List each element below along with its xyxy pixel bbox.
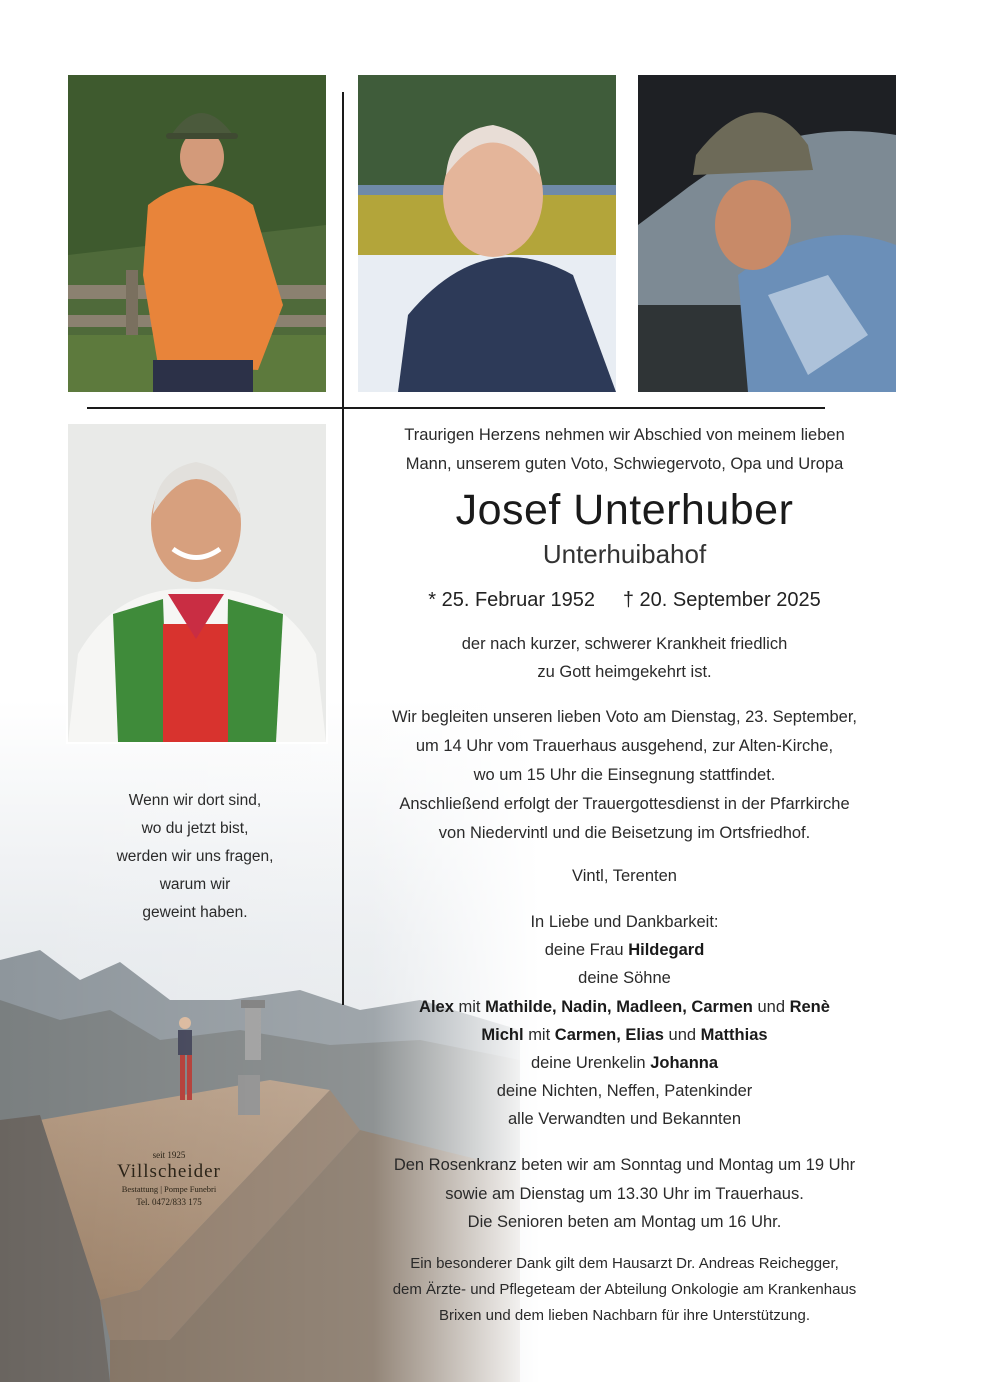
intro-text	[352, 421, 897, 479]
thanks-line: dem Ärzte- und Pflegeteam der Abteilung Onkologie am Krankenhaus	[392, 1281, 857, 1298]
rosary-line: Die Senioren beten am Montag um 16 Uhr.	[467, 1213, 782, 1231]
death-date: † 20. September 2025	[622, 589, 821, 611]
mourner-wife	[352, 936, 897, 964]
ceremony-line: von Niedervintl und die Beisetzung im Ortsfriedhof.	[438, 824, 811, 842]
mourners-list	[352, 908, 897, 1134]
farm-name: Unterhuibahof	[542, 539, 707, 569]
connector-text: und	[757, 997, 785, 1016]
family-name: Madleen,	[616, 997, 687, 1016]
connector-text: mit	[458, 997, 481, 1016]
place-text: Vintl, Terenten	[572, 867, 677, 885]
photo-man-hat-patterned-shirt	[638, 75, 896, 392]
family-name: Carmen, Elias	[554, 1025, 664, 1044]
photo-man-blue-sweater	[358, 75, 616, 392]
life-dates	[352, 585, 897, 615]
rosary-line: sowie am Dienstag um 13.30 Uhr im Trauerhaus.	[445, 1184, 804, 1203]
family-name: Mathilde,	[485, 997, 557, 1016]
mourner-sons: deine Söhne	[578, 969, 671, 988]
logo-since: seit 1925	[152, 1150, 186, 1160]
ceremony-line: wo um 15 Uhr die Einsegnung stattfindet.	[473, 766, 776, 784]
deceased-name: Josef Unterhuber	[455, 486, 794, 534]
death-text-line: zu Gott heimgekehrt ist.	[537, 663, 712, 681]
family-name: Nadin,	[561, 997, 612, 1016]
photo-man-orange-shirt	[68, 75, 326, 392]
mourners-heading: In Liebe und Dankbarkeit:	[530, 913, 719, 931]
photo-man-traditional-costume	[66, 422, 328, 744]
death-text	[352, 630, 897, 686]
mourner-michl-family	[352, 1021, 897, 1049]
thanks-text	[352, 1251, 897, 1329]
family-name: Matthias	[700, 1025, 768, 1044]
great-grandchild-name: Johanna	[650, 1054, 719, 1073]
connector-text: und	[668, 1025, 697, 1044]
poem-line: Wenn wir dort sind,	[128, 792, 262, 809]
son-name: Alex	[419, 997, 454, 1016]
mourner-great-grandchild	[352, 1049, 897, 1077]
ceremony-line: Anschließend erfolgt der Trauergottesdienst in der Pfarrkirche	[399, 795, 850, 813]
funeral-home-logo	[94, 1150, 244, 1209]
poem-line: wo du jetzt bist,	[141, 820, 249, 837]
logo-brand: Villscheider	[117, 1161, 221, 1182]
connector-text: mit	[528, 1025, 551, 1044]
mourner-relatives: alle Verwandten und Bekannten	[507, 1110, 741, 1129]
thanks-line: Ein besonderer Dank gilt dem Hausarzt Dr. Andreas Reichegger,	[410, 1255, 839, 1272]
family-name: Carmen	[691, 997, 753, 1016]
poem	[90, 787, 300, 927]
mourner-alex-family	[352, 993, 897, 1021]
thanks-line: Brixen und dem lieben Nachbarn für ihre Unterstützung.	[438, 1307, 811, 1324]
birth-date: * 25. Februar 1952	[428, 589, 596, 611]
ceremony-text	[352, 703, 897, 848]
cross-horizontal-line	[87, 407, 825, 409]
ceremony-line: Wir begleiten unseren lieben Voto am Dienstag, 23. September,	[391, 708, 858, 726]
rosary-text	[352, 1151, 897, 1237]
poem-line: werden wir uns fragen,	[116, 848, 274, 865]
wife-name: Hildegard	[628, 941, 705, 960]
poem-line: geweint haben.	[142, 904, 248, 921]
logo-phone: Tel. 0472/833 175	[136, 1197, 202, 1207]
son-name: Michl	[481, 1025, 524, 1044]
ceremony-line: um 14 Uhr vom Trauerhaus ausgehend, zur Alten-Kirche,	[415, 737, 834, 755]
mourner-nieces: deine Nichten, Neffen, Patenkinder	[496, 1082, 753, 1101]
wife-prefix: deine Frau	[544, 941, 624, 960]
family-name: Renè	[789, 997, 830, 1016]
rosary-line: Den Rosenkranz beten wir am Sonntag und Montag um 19 Uhr	[393, 1156, 856, 1174]
poem-line: warum wir	[159, 876, 231, 893]
great-grandchild-prefix: deine Urenkelin	[530, 1054, 646, 1073]
death-text-line: der nach kurzer, schwerer Krankheit friedlich	[461, 635, 788, 653]
cross-vertical-line	[342, 92, 344, 1005]
intro-line: Mann, unserem guten Voto, Schwiegervoto, Opa und Uropa	[405, 455, 844, 473]
logo-subtitle: Bestattung | Pompe Funebri	[121, 1184, 217, 1194]
intro-line: Traurigen Herzens nehmen wir Abschied von meinem lieben	[404, 426, 845, 444]
